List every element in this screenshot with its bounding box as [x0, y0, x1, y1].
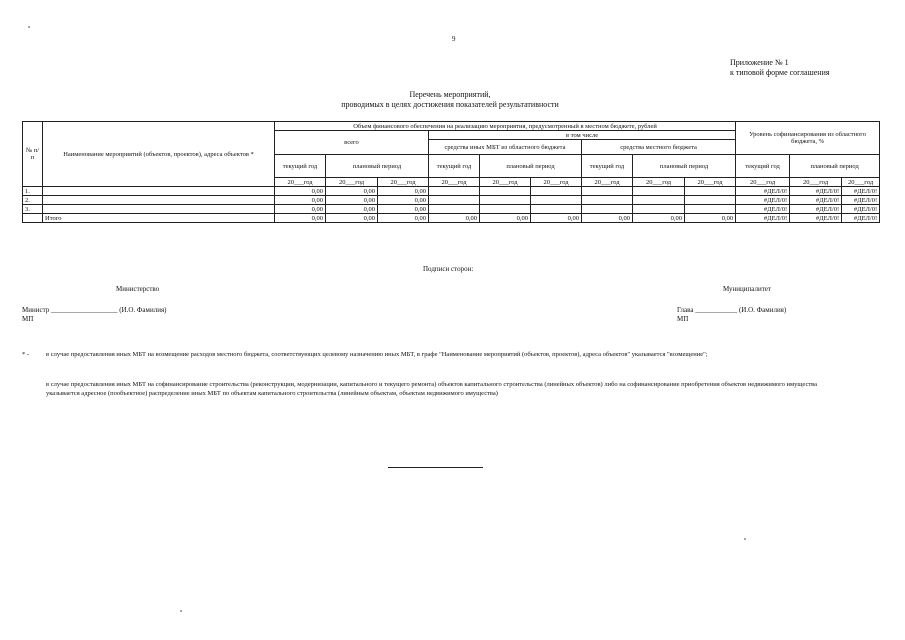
row-name [43, 196, 275, 205]
minister-signature-line: Министр ___________________ (И.О. Фамилия) [22, 306, 167, 314]
cell-mbt: 0,00 [480, 214, 531, 223]
header-year: 20___год [480, 178, 531, 187]
cell-mbt: 0,00 [429, 214, 480, 223]
header-year: 20___год [429, 178, 480, 187]
document-title [300, 90, 600, 110]
cell-cofinancing: #ДЕЛ/0! [842, 214, 880, 223]
header-mbt: средства иных МБТ из областного бюджета [429, 140, 582, 155]
header-financing: Объем финансового обеспечения на реализацию мероприятия, предусмотренный в местном бюджете, рублей [275, 122, 736, 131]
minister-signature-block [22, 306, 167, 324]
header-year: 20___год [790, 178, 842, 187]
cell-local [685, 187, 736, 196]
table-row [23, 205, 880, 214]
header-plan-period: плановый период [480, 155, 582, 178]
header-year: 20___год [531, 178, 582, 187]
cell-cofinancing: #ДЕЛ/0! [736, 214, 790, 223]
head-signature-line: Глава ____________ (И.О. Фамилия) [677, 306, 787, 314]
scan-speck [744, 538, 746, 540]
appendix-line-2: к типовой форме соглашения [730, 68, 830, 77]
header-total: всего [275, 131, 429, 155]
header-current-year: текущий год [736, 155, 790, 178]
table-body [23, 187, 880, 223]
cell-local [685, 196, 736, 205]
appendix-heading [730, 58, 830, 78]
stamp-label: МП [677, 315, 689, 323]
cell-cofinancing: #ДЕЛ/0! [790, 205, 842, 214]
row-number: 2. [23, 196, 43, 205]
header-current-year: текущий год [582, 155, 633, 178]
header-year: 20___год [378, 178, 429, 187]
cell-local [633, 187, 685, 196]
cell-cofinancing: #ДЕЛ/0! [736, 205, 790, 214]
municipality-label: Муниципалитет [723, 285, 771, 293]
row-name [43, 187, 275, 196]
header-cofinancing: Уровень софинансирования из областного бюджета, % [736, 122, 880, 155]
cell-mbt [480, 196, 531, 205]
cell-total: 0,00 [275, 196, 326, 205]
header-including: в том числе [429, 131, 736, 140]
header-year: 20___год [326, 178, 378, 187]
page-number: 9 [452, 35, 456, 43]
cell-local [582, 205, 633, 214]
row-number: 3. [23, 205, 43, 214]
cell-mbt: 0,00 [531, 214, 582, 223]
header-plan-period: плановый период [633, 155, 736, 178]
footnote-marker: * - [22, 351, 30, 358]
header-year: 20___год [842, 178, 880, 187]
cell-total: 0,00 [378, 187, 429, 196]
cell-local [582, 187, 633, 196]
header-year: 20___год [275, 178, 326, 187]
cell-mbt [429, 205, 480, 214]
cell-total: 0,00 [326, 214, 378, 223]
cell-local [582, 196, 633, 205]
title-line-1: Перечень мероприятий, [409, 90, 491, 99]
cell-cofinancing: #ДЕЛ/0! [736, 196, 790, 205]
header-plan-period: плановый период [326, 155, 429, 178]
header-current-year: текущий год [275, 155, 326, 178]
cell-total: 0,00 [326, 187, 378, 196]
footnote-1-text: в случае предоставления иных МБТ на возмещение расходов местного бюджета, соответствующих целевому назначению иных МБТ, в графе "Наименование мероприятий (объектов, проектов), адреса объектов" указывается "возмещение"; [46, 351, 708, 358]
header-year: 20___год [582, 178, 633, 187]
header-plan-period: плановый период [790, 155, 880, 178]
cell-local: 0,00 [582, 214, 633, 223]
cell-total: 0,00 [326, 205, 378, 214]
end-rule [388, 467, 483, 468]
cell-cofinancing: #ДЕЛ/0! [790, 196, 842, 205]
header-current-year: текущий год [429, 155, 480, 178]
cell-local [633, 205, 685, 214]
table-row [23, 187, 880, 196]
title-line-2: проводимых в целях достижения показателей результативности [341, 100, 559, 109]
cell-local [633, 196, 685, 205]
header-local: средства местного бюджета [582, 140, 736, 155]
header-year: 20___год [736, 178, 790, 187]
row-number [23, 214, 43, 223]
cell-cofinancing: #ДЕЛ/0! [842, 196, 880, 205]
cell-mbt [429, 187, 480, 196]
header-num: № п/п [23, 122, 43, 187]
cell-cofinancing: #ДЕЛ/0! [842, 205, 880, 214]
head-signature-block [677, 306, 786, 324]
cell-cofinancing: #ДЕЛ/0! [842, 187, 880, 196]
table-row [23, 214, 880, 223]
cell-mbt [531, 196, 582, 205]
cell-total: 0,00 [275, 214, 326, 223]
ministry-label: Министерство [116, 285, 160, 293]
scan-speck [180, 610, 182, 612]
stamp-label: МП [22, 315, 34, 323]
footnote-2-text: в случае предоставления иных МБТ на софинансирование строительства (реконструкции, модернизации, капитального и текущего ремонта) объектов капитального строительства (линейных объектов) либо на софинансирование приобретения объектов недвижимого имущества указывается адресное (пообъектное) распределение иных МБТ по объектам капитального строительства (линейным объектам, объектам недвижимого имущества) [46, 381, 818, 397]
header-year: 20___год [685, 178, 736, 187]
cell-mbt [429, 196, 480, 205]
cell-total: 0,00 [378, 214, 429, 223]
table-row [23, 196, 880, 205]
cell-cofinancing: #ДЕЛ/0! [736, 187, 790, 196]
measures-table [22, 121, 880, 223]
cell-mbt [531, 205, 582, 214]
cell-total: 0,00 [275, 187, 326, 196]
cell-cofinancing: #ДЕЛ/0! [790, 214, 842, 223]
cell-mbt [480, 187, 531, 196]
cell-mbt [531, 187, 582, 196]
signatures-title: Подписи сторон: [423, 265, 474, 273]
appendix-line-1: Приложение № 1 [730, 58, 789, 67]
cell-total: 0,00 [275, 205, 326, 214]
cell-local: 0,00 [685, 214, 736, 223]
cell-local [685, 205, 736, 214]
row-name [43, 205, 275, 214]
footnote-1 [22, 350, 842, 359]
cell-mbt [480, 205, 531, 214]
row-name: Итого [43, 214, 275, 223]
cell-total: 0,00 [378, 205, 429, 214]
header-year: 20___год [633, 178, 685, 187]
header-name: Наименование мероприятий (объектов, проектов), адреса объектов * [43, 122, 275, 187]
row-number: 1. [23, 187, 43, 196]
cell-cofinancing: #ДЕЛ/0! [790, 187, 842, 196]
cell-total: 0,00 [378, 196, 429, 205]
scan-speck [28, 26, 30, 28]
cell-total: 0,00 [326, 196, 378, 205]
cell-local: 0,00 [633, 214, 685, 223]
